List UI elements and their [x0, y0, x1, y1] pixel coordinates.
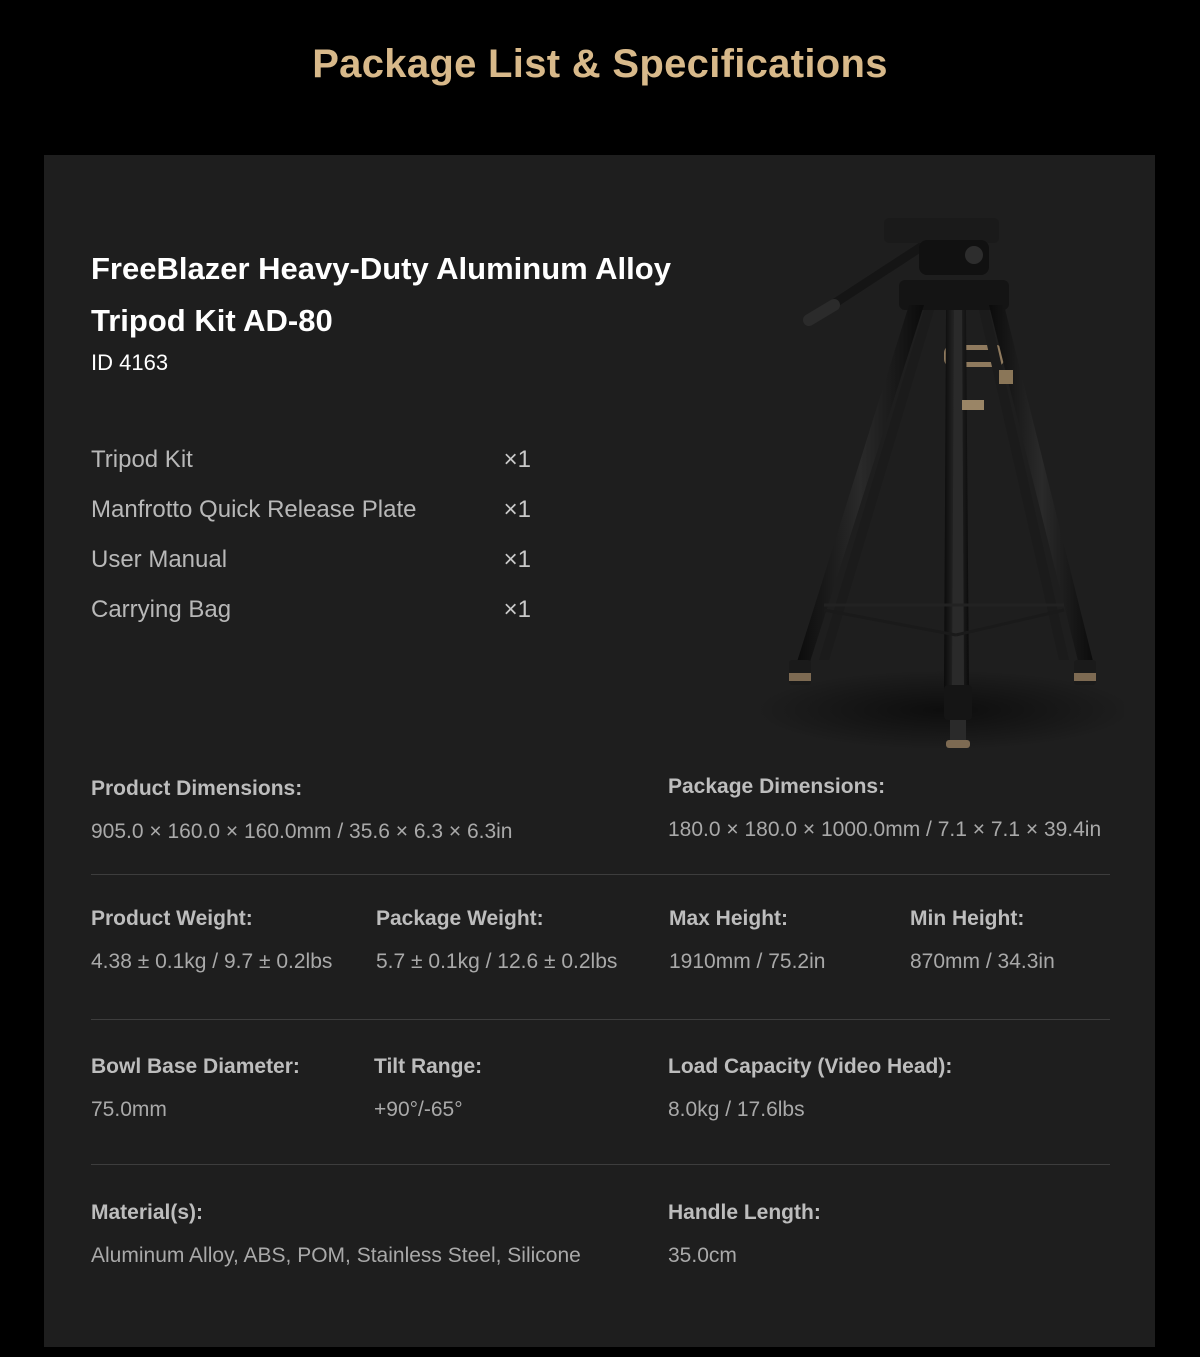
spec-panel	[44, 155, 1155, 1347]
product-id: ID 4163	[91, 350, 169, 375]
package-item-qty: ×1	[503, 546, 531, 573]
divider	[91, 1019, 1110, 1020]
spec-package-weight	[376, 907, 617, 974]
package-item-name: User Manual	[91, 546, 228, 573]
spec-value: 180.0 × 180.0 × 1000.0mm / 7.1 × 7.1 × 39.4in	[668, 818, 1102, 841]
spec-label: Min Height:	[910, 907, 1025, 930]
spec-tilt-range	[374, 1055, 482, 1122]
package-item-name: Carrying Bag	[91, 596, 232, 623]
divider	[91, 1164, 1110, 1165]
package-item-name: Tripod Kit	[91, 446, 193, 473]
package-item-qty: ×1	[503, 446, 531, 473]
spec-value: 870mm / 34.3in	[910, 950, 1055, 973]
spec-product-weight	[91, 907, 332, 974]
spec-load-capacity	[668, 1055, 952, 1122]
spec-value: 75.0mm	[91, 1098, 167, 1121]
spec-value: +90°/-65°	[374, 1098, 463, 1121]
list-item	[91, 535, 531, 585]
spec-min-height	[910, 907, 1055, 974]
spec-label: Package Weight:	[376, 907, 544, 930]
spec-label: Package Dimensions:	[668, 775, 886, 798]
spec-bowl-base-diameter	[91, 1055, 300, 1122]
spec-value: 5.7 ± 0.1kg / 12.6 ± 0.2lbs	[376, 950, 618, 973]
spec-value: 1910mm / 75.2in	[669, 950, 826, 973]
spec-label: Handle Length:	[668, 1201, 821, 1224]
package-item-qty: ×1	[503, 596, 531, 623]
section-heading: Package List & Specifications	[312, 42, 888, 86]
package-item-name: Manfrotto Quick Release Plate	[91, 496, 417, 523]
divider	[91, 874, 1110, 875]
spec-label: Material(s):	[91, 1201, 204, 1224]
spec-value: 8.0kg / 17.6lbs	[668, 1098, 805, 1121]
spec-package-dimensions	[668, 775, 1101, 842]
spec-label: Product Dimensions:	[91, 777, 303, 800]
spec-label: Max Height:	[669, 907, 789, 930]
package-list	[91, 435, 531, 635]
spec-max-height	[669, 907, 825, 974]
product-title: FreeBlazer Heavy-Duty Aluminum Alloy Tripod Kit AD-80	[91, 251, 671, 338]
spec-label: Product Weight:	[91, 907, 253, 930]
list-item	[91, 485, 531, 535]
spec-label: Tilt Range:	[374, 1055, 483, 1078]
spec-product-dimensions	[91, 777, 512, 844]
spec-handle-length	[668, 1201, 821, 1268]
list-item	[91, 435, 531, 485]
spec-materials	[91, 1201, 581, 1268]
list-item	[91, 585, 531, 635]
spec-label: Bowl Base Diameter:	[91, 1055, 300, 1078]
spec-value: 4.38 ± 0.1kg / 9.7 ± 0.2lbs	[91, 950, 333, 973]
spec-value: 35.0cm	[668, 1244, 737, 1267]
tripod-product-image	[734, 210, 1124, 760]
spec-value: Aluminum Alloy, ABS, POM, Stainless Steel, Silicone	[91, 1244, 581, 1267]
spec-value: 905.0 × 160.0 × 160.0mm / 35.6 × 6.3 × 6.3in	[91, 820, 513, 843]
package-item-qty: ×1	[503, 496, 531, 523]
spec-label: Load Capacity (Video Head):	[668, 1055, 953, 1078]
